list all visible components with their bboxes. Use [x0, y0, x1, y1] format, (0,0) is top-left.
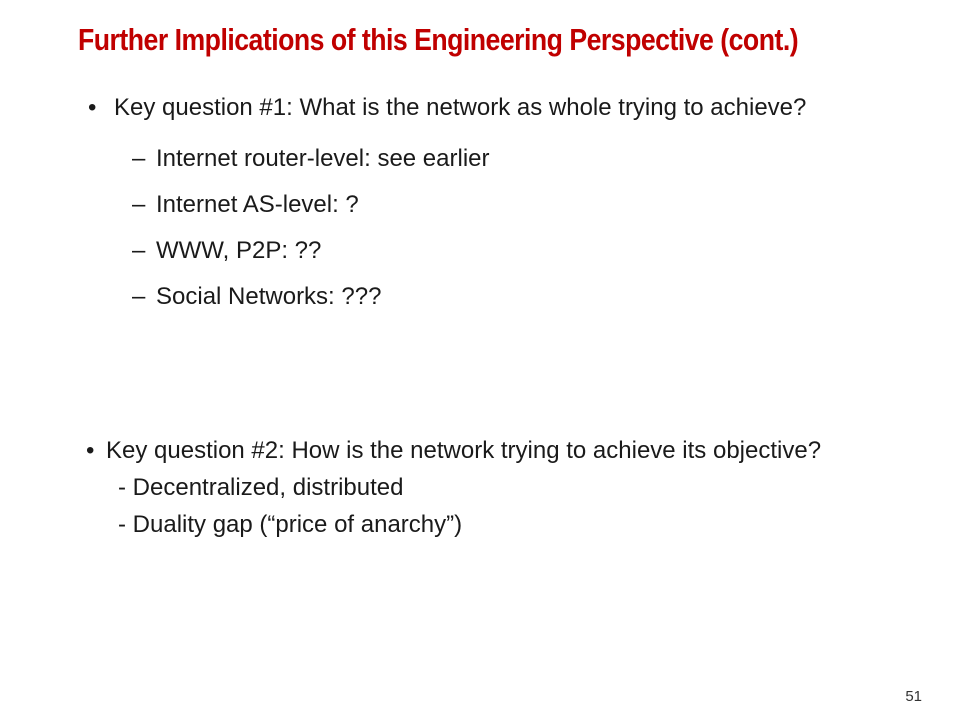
sub-item-as-level — [132, 182, 868, 228]
dash-marker: – — [132, 145, 146, 172]
bullet-question-1 — [88, 90, 868, 320]
bullet-question-2-line — [86, 432, 886, 469]
bullet-question-2 — [86, 432, 886, 543]
bullet-marker: • — [88, 94, 97, 121]
sub-item-text: Social Networks: ??? — [156, 283, 382, 310]
bullet-question-1-text: Key question #1: What is the network as whole trying to achieve? — [114, 94, 807, 121]
bullet-question-1-line — [88, 90, 868, 126]
sub-item-text: Internet AS-level: ? — [156, 191, 359, 218]
dash-marker: – — [132, 237, 146, 264]
sub-item-router-level — [132, 136, 868, 182]
bullet-question-2-text: Key question #2: How is the network trying to achieve its objective? — [106, 437, 822, 464]
bullet-marker: • — [86, 437, 95, 464]
sub-item-text: Internet router-level: see earlier — [156, 145, 490, 172]
bullet-question-1-sublist — [88, 136, 868, 320]
slide-title: Further Implications of this Engineering Perspective (cont.) — [78, 22, 799, 57]
sub-item-decentralized: - Decentralized, distributed — [118, 474, 404, 501]
dash-marker: – — [132, 283, 146, 310]
sub-item-duality-gap: - Duality gap (“price of anarchy”) — [118, 511, 463, 538]
dash-marker: – — [132, 191, 146, 218]
page-number: 51 — [905, 688, 922, 705]
sub-item-social-networks — [132, 274, 868, 320]
sub-item-text: WWW, P2P: ?? — [156, 237, 322, 264]
sub-item-www-p2p — [132, 228, 868, 274]
